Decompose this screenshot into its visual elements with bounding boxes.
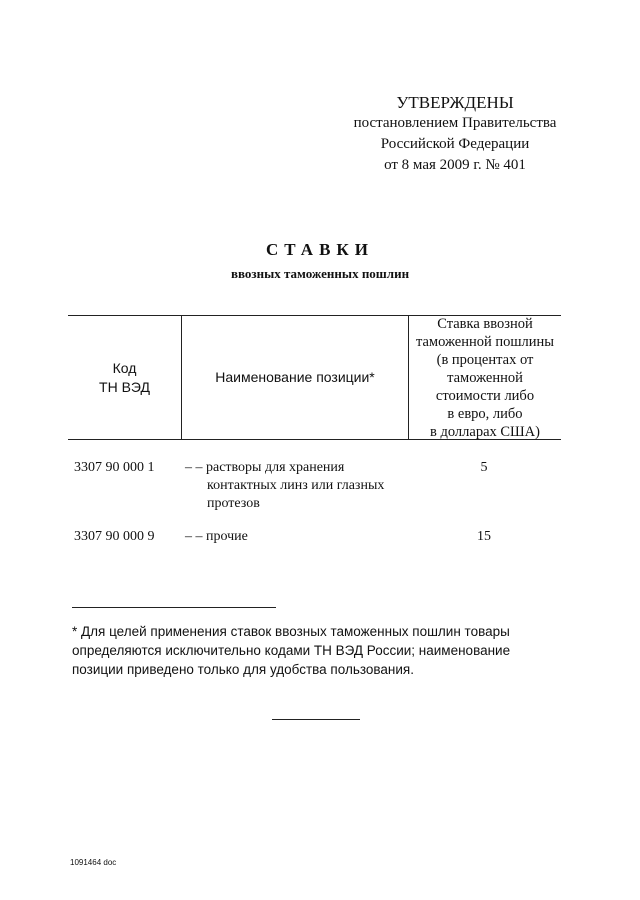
duty-rates-table bbox=[68, 315, 561, 546]
row-code: 3307 90 000 1 bbox=[74, 460, 155, 475]
footnote-separator bbox=[72, 607, 276, 608]
approval-line-1: постановлением Правительства bbox=[353, 115, 557, 131]
header-rate-line: в долларах США) bbox=[430, 423, 540, 440]
table-header-row bbox=[68, 316, 561, 440]
row-name bbox=[181, 459, 407, 513]
header-name-label: Наименование позиции* bbox=[215, 369, 375, 385]
footnote bbox=[72, 622, 552, 679]
row-name-line: – – прочие bbox=[185, 529, 248, 544]
row-name bbox=[181, 528, 407, 546]
approval-line-3: от 8 мая 2009 г. № 401 bbox=[384, 157, 526, 173]
footnote-line: определяются исключительно кодами ТН ВЭД России; наименование bbox=[72, 643, 511, 658]
header-rate bbox=[409, 316, 561, 439]
row-code: 3307 90 000 9 bbox=[74, 529, 155, 544]
header-rate-line: Ставка ввозной bbox=[437, 315, 533, 332]
header-rate-line: (в процентах от bbox=[436, 351, 534, 368]
header-name bbox=[181, 316, 409, 439]
header-rate-line: таможенной пошлины bbox=[415, 333, 555, 350]
header-code-line: Код bbox=[112, 359, 137, 376]
row-rate: 15 bbox=[477, 529, 491, 544]
row-name-line: – – растворы для хранения bbox=[185, 460, 345, 475]
footnote-line: * Для целей применения ставок ввозных таможенных пошлин товары bbox=[72, 624, 510, 639]
document-title: СТАВКИ bbox=[266, 240, 374, 259]
approval-heading: УТВЕРЖДЕНЫ bbox=[396, 93, 514, 112]
header-rate-line: таможенной bbox=[447, 369, 523, 386]
header-rate-line: в евро, либо bbox=[447, 405, 523, 422]
document-subtitle: ввозных таможенных пошлин bbox=[230, 266, 410, 281]
header-code-line: ТН ВЭД bbox=[99, 378, 150, 395]
approval-line-2: Российской Федерации bbox=[380, 136, 530, 152]
header-rate-line: стоимости либо bbox=[435, 387, 535, 404]
approval-block bbox=[340, 92, 570, 176]
header-code bbox=[68, 316, 181, 439]
footnote-line: позиции приведено только для удобства пользования. bbox=[72, 662, 414, 677]
file-reference: 1091464 doc bbox=[70, 858, 117, 867]
row-name-line: контактных линз или глазных bbox=[207, 478, 385, 493]
table-row bbox=[68, 459, 561, 513]
end-of-document-rule bbox=[272, 719, 360, 720]
table-row bbox=[68, 528, 561, 546]
row-rate: 5 bbox=[480, 460, 488, 475]
row-name-line: протезов bbox=[207, 496, 260, 511]
